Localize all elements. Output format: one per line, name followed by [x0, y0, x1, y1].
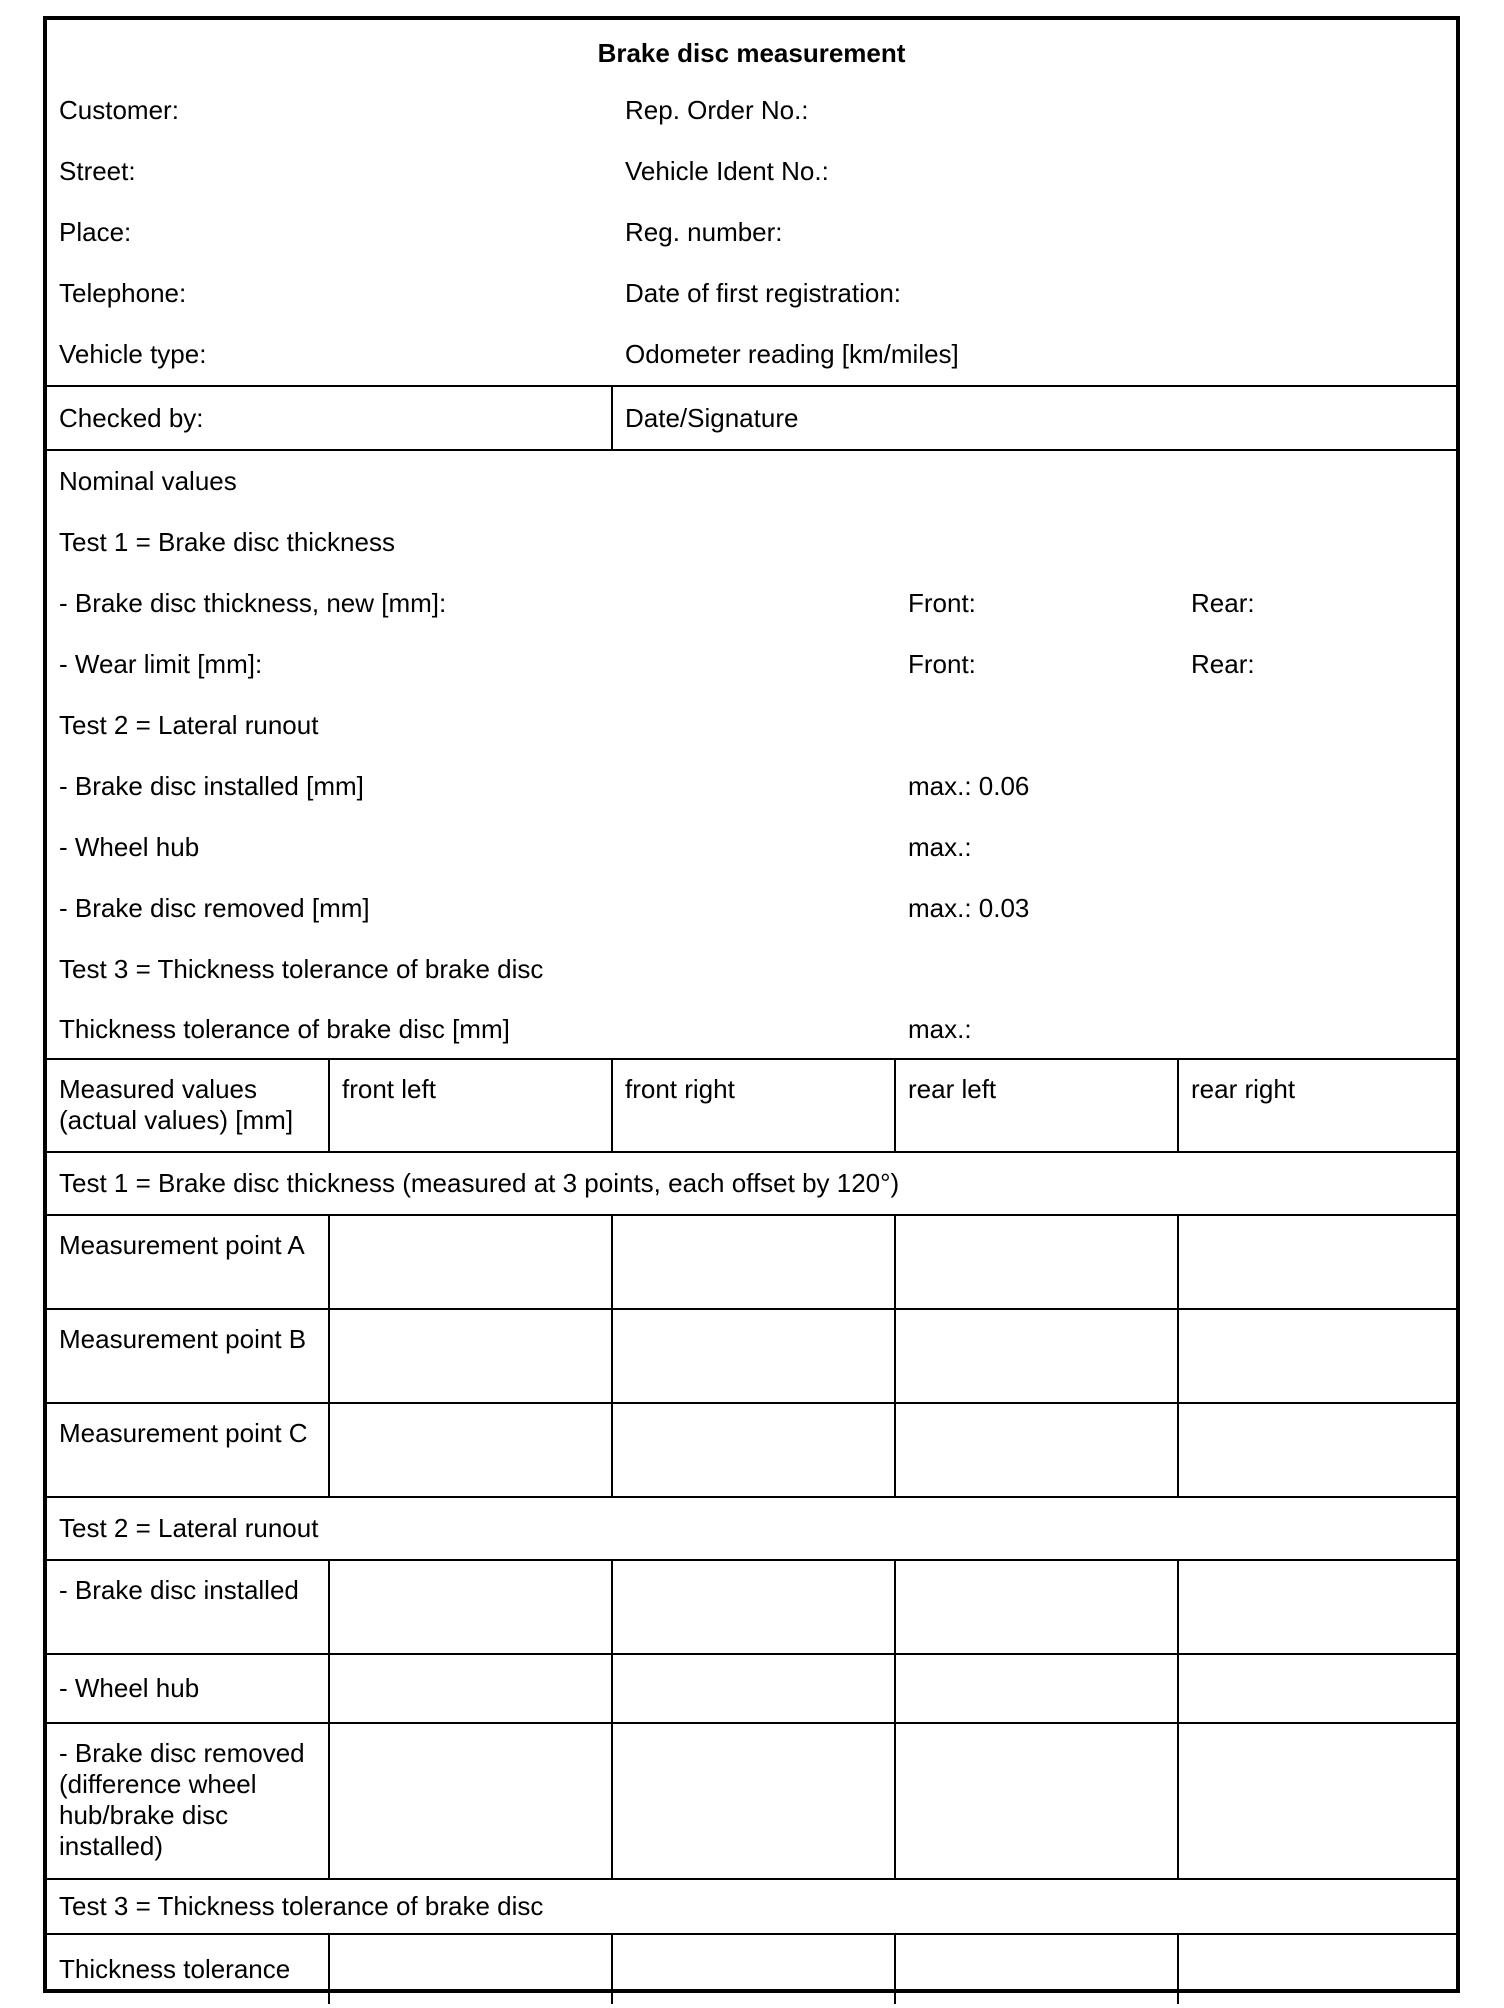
point-c-rear-right: [1179, 1404, 1456, 1498]
thickness-tolerance-front-right: [613, 1935, 896, 2004]
point-c-front-left: [330, 1404, 613, 1498]
wheel-hub-row-label: - Wheel hub: [47, 1655, 330, 1724]
first-registration-label: Date of first registration:: [625, 278, 901, 308]
thickness-new-label: - Brake disc thickness, new [mm]:: [59, 588, 447, 618]
rep-order-label: Rep. Order No.:: [625, 95, 809, 125]
wear-limit-front: Front:: [908, 649, 976, 679]
measured-test2: Test 2 = Lateral runout: [47, 1498, 1456, 1561]
wear-limit-label: - Wear limit [mm]:: [59, 649, 263, 679]
col-front-right: front right: [613, 1060, 896, 1153]
measured-test3: Test 3 = Thickness tolerance of brake disc: [47, 1880, 1456, 1935]
thickness-tolerance-front-left: [330, 1935, 613, 2004]
nominal-test2: Test 2 = Lateral runout: [59, 710, 319, 740]
checked-by-label: Checked by:: [47, 387, 613, 451]
disc-removed-label: - Brake disc removed [mm]: [59, 893, 370, 923]
nominal-test1: Test 1 = Brake disc thickness: [59, 527, 395, 557]
disc-removed-front-right: [613, 1724, 896, 1880]
date-signature-label: Date/Signature: [613, 387, 1456, 451]
wheel-hub-front-right: [613, 1655, 896, 1724]
street-label: Street:: [59, 156, 136, 186]
thickness-new-rear: Rear:: [1191, 588, 1255, 618]
point-b-front-left: [330, 1310, 613, 1404]
vin-label: Vehicle Ident No.:: [625, 156, 829, 186]
place-label: Place:: [59, 217, 132, 247]
thickness-tol-max: max.:: [896, 1000, 1456, 1060]
wheel-hub-rear-left: [896, 1655, 1179, 1724]
disc-installed-label: - Brake disc installed [mm]: [59, 771, 364, 801]
telephone-label: Telephone:: [59, 278, 187, 308]
vehicle-type-label: Vehicle type:: [47, 324, 613, 387]
wear-limit-rear: Rear:: [1191, 649, 1255, 679]
disc-installed-front-left: [330, 1561, 613, 1655]
measured-values-label: Measured values (actual values) [mm]: [47, 1060, 330, 1153]
wheel-hub-max: max.:: [908, 832, 972, 862]
disc-removed-row-label: - Brake disc removed (difference wheel hub/brake disc installed): [47, 1724, 330, 1880]
col-rear-left: rear left: [896, 1060, 1179, 1153]
point-b-label: Measurement point B: [47, 1310, 330, 1404]
disc-removed-rear-left: [896, 1724, 1179, 1880]
point-a-rear-right: [1179, 1216, 1456, 1310]
thickness-tol-label: Thickness tolerance of brake disc [mm]: [47, 1000, 896, 1060]
thickness-tolerance-row-label: Thickness tolerance: [47, 1935, 330, 2004]
wheel-hub-front-left: [330, 1655, 613, 1724]
point-b-rear-left: [896, 1310, 1179, 1404]
nominal-test3: Test 3 = Thickness tolerance of brake disc: [59, 954, 544, 984]
point-a-front-right: [613, 1216, 896, 1310]
thickness-tolerance-rear-right: [1179, 1935, 1456, 2004]
disc-installed-rear-left: [896, 1561, 1179, 1655]
point-b-rear-right: [1179, 1310, 1456, 1404]
odometer-label: Odometer reading [km/miles]: [613, 324, 1456, 387]
thickness-new-front: Front:: [908, 588, 976, 618]
col-front-left: front left: [330, 1060, 613, 1153]
point-c-rear-left: [896, 1404, 1179, 1498]
wheel-hub-rear-right: [1179, 1655, 1456, 1724]
disc-removed-front-left: [330, 1724, 613, 1880]
brake-disc-form: [43, 16, 1460, 1993]
disc-installed-front-right: [613, 1561, 896, 1655]
disc-installed-row-label: - Brake disc installed: [47, 1561, 330, 1655]
point-c-label: Measurement point C: [47, 1404, 330, 1498]
measured-test1: Test 1 = Brake disc thickness (measured at 3 points, each offset by 120°): [47, 1153, 1456, 1216]
point-a-rear-left: [896, 1216, 1179, 1310]
thickness-tolerance-rear-left: [896, 1935, 1179, 2004]
form-title: Brake disc measurement: [597, 38, 906, 68]
col-rear-right: rear right: [1179, 1060, 1456, 1153]
point-b-front-right: [613, 1310, 896, 1404]
wheel-hub-label: - Wheel hub: [59, 832, 200, 862]
customer-label: Customer:: [59, 95, 179, 125]
disc-installed-max: max.: 0.06: [908, 771, 1030, 801]
point-a-label: Measurement point A: [47, 1216, 330, 1310]
nominal-values-heading: Nominal values: [59, 466, 237, 496]
point-a-front-left: [330, 1216, 613, 1310]
disc-installed-rear-right: [1179, 1561, 1456, 1655]
disc-removed-max: max.: 0.03: [908, 893, 1030, 923]
reg-number-label: Reg. number:: [625, 217, 783, 247]
point-c-front-right: [613, 1404, 896, 1498]
disc-removed-rear-right: [1179, 1724, 1456, 1880]
